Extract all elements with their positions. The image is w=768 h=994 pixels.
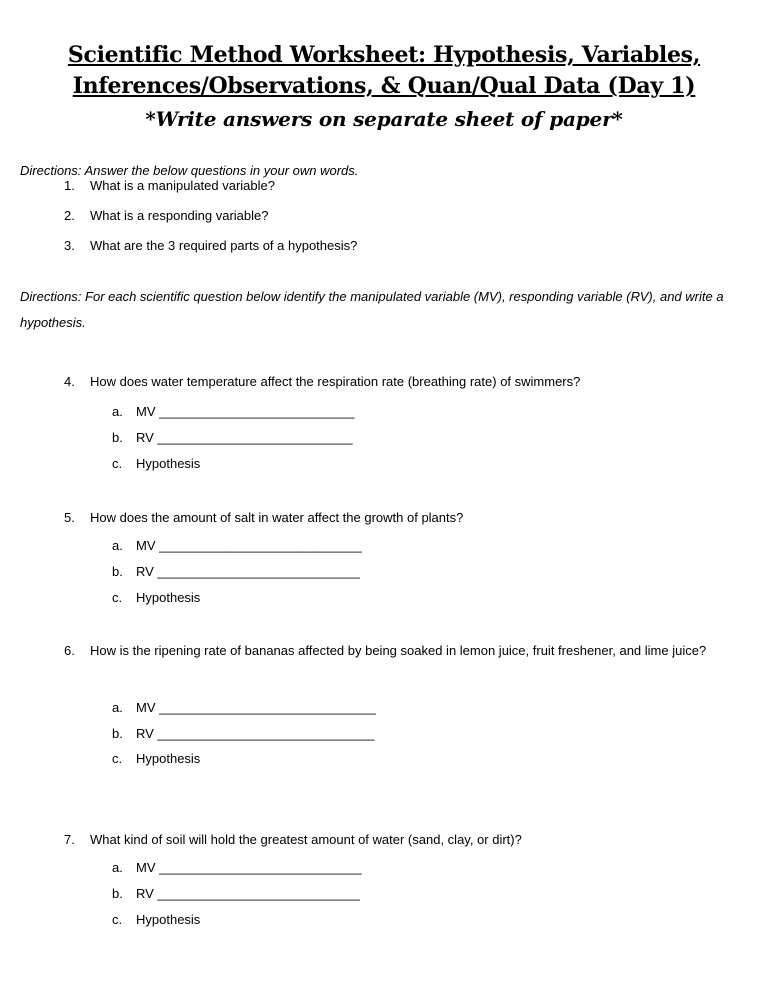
sub-letter: c. xyxy=(112,456,123,471)
rv-item xyxy=(112,562,360,582)
item-text: What is a manipulated variable? xyxy=(90,178,275,193)
mv-blank: MV ____________________________ xyxy=(136,538,362,553)
sub-letter: a. xyxy=(112,538,123,553)
question-item xyxy=(64,636,724,666)
hypothesis-label: Hypothesis xyxy=(136,590,201,605)
rv-item xyxy=(112,884,360,904)
item-number: 2. xyxy=(64,208,75,223)
sub-letter: a. xyxy=(112,404,123,419)
item-number: 3. xyxy=(64,238,75,253)
question-item xyxy=(64,372,580,392)
item-number: 1. xyxy=(64,178,75,193)
list-item xyxy=(64,176,275,196)
sub-letter: c. xyxy=(112,912,123,927)
sub-letter: b. xyxy=(112,726,123,741)
mv-blank: MV ______________________________ xyxy=(136,700,377,715)
question-number: 5. xyxy=(64,510,75,525)
question-item xyxy=(64,508,463,528)
rv-blank: RV ____________________________ xyxy=(136,886,360,901)
mv-item xyxy=(112,402,354,422)
sub-letter: a. xyxy=(112,700,123,715)
question-text: How does water temperature affect the respiration rate (breathing rate) of swimmers? xyxy=(90,374,581,389)
section2-directions: Directions: For each scientific question below identify the manipulated variable (MV), responding variable (RV), and write a hypothesis. xyxy=(20,289,724,330)
hypothesis-label: Hypothesis xyxy=(136,912,201,927)
hypothesis-label: Hypothesis xyxy=(136,456,201,471)
rv-blank: RV ______________________________ xyxy=(136,726,375,741)
rv-blank: RV ___________________________ xyxy=(136,430,353,445)
hypothesis-item xyxy=(112,454,200,474)
sub-letter: b. xyxy=(112,430,123,445)
hypothesis-item xyxy=(112,588,200,608)
question-number: 4. xyxy=(64,374,75,389)
page-subtitle: *Write answers on separate sheet of paper* xyxy=(145,107,623,131)
rv-item xyxy=(112,724,374,744)
question-number: 7. xyxy=(64,832,75,847)
hypothesis-item xyxy=(112,749,200,769)
question-number: 6. xyxy=(64,643,75,658)
question-text: How does the amount of salt in water affect the growth of plants? xyxy=(90,510,464,525)
hypothesis-label: Hypothesis xyxy=(136,751,201,766)
item-text: What is a responding variable? xyxy=(90,208,269,223)
question-text: What kind of soil will hold the greatest amount of water (sand, clay, or dirt)? xyxy=(90,832,522,847)
sub-letter: a. xyxy=(112,860,123,875)
mv-item xyxy=(112,536,362,556)
sub-letter: b. xyxy=(112,886,123,901)
mv-blank: MV ___________________________ xyxy=(136,404,355,419)
hypothesis-item xyxy=(112,910,200,930)
list-item xyxy=(64,236,357,256)
question-text: How is the ripening rate of bananas affected by being soaked in lemon juice, fruit freshener, and lime juice? xyxy=(90,643,707,658)
list-item xyxy=(64,206,269,226)
mv-blank: MV ____________________________ xyxy=(136,860,362,875)
mv-item xyxy=(112,858,362,878)
rv-blank: RV ____________________________ xyxy=(136,564,360,579)
sub-letter: b. xyxy=(112,564,123,579)
mv-item xyxy=(112,698,376,718)
rv-item xyxy=(112,428,353,448)
sub-letter: c. xyxy=(112,590,123,605)
page-title: Scientific Method Worksheet: Hypothesis, Variables, Inferences/Observations, & Quan/Qual Data (Day 1) xyxy=(67,42,701,99)
item-text: What are the 3 required parts of a hypothesis? xyxy=(90,238,358,253)
question-item xyxy=(64,830,522,850)
sub-letter: c. xyxy=(112,751,123,766)
section1-directions: Directions: Answer the below questions in your own words. xyxy=(20,163,359,178)
